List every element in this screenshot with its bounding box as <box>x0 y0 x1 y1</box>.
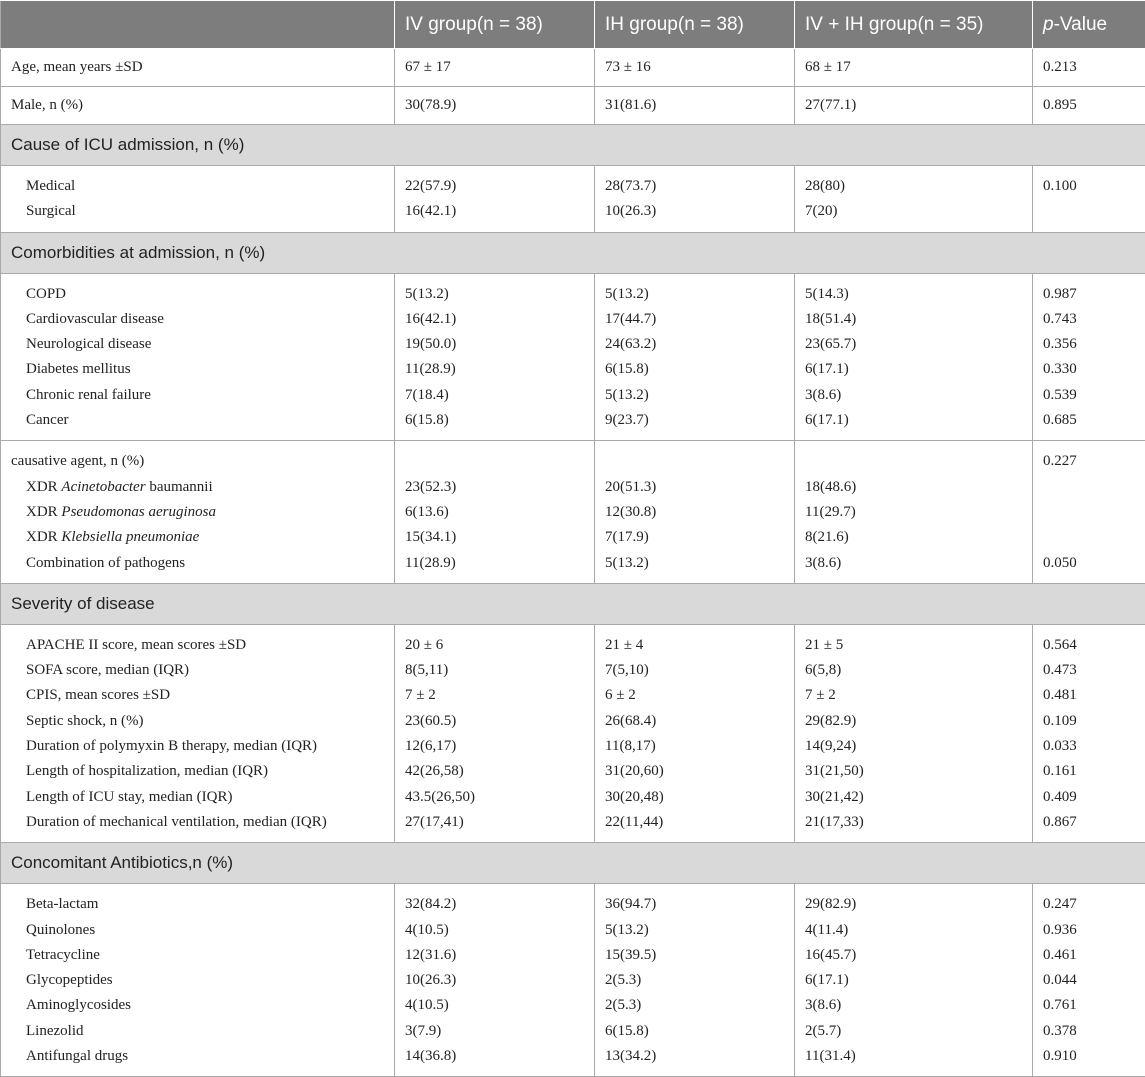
p-value: 0.227 <box>1043 449 1145 474</box>
header-p-value: p-Value <box>1033 1 1145 49</box>
row-label: Medical <box>11 174 394 199</box>
ivih-value: 28(80) <box>805 174 1032 199</box>
p-column <box>1033 441 1145 583</box>
p-value: 0.743 <box>1043 307 1145 332</box>
iv-value: 5(13.2) <box>405 282 594 307</box>
header-row <box>1 1 1145 49</box>
ivih-value: 68 ± 17 <box>795 49 1033 87</box>
ih-value: 73 ± 16 <box>595 49 795 87</box>
cause-group-row <box>1 166 1145 233</box>
ivih-value: 23(65.7) <box>805 332 1032 357</box>
ivih-value: 11(29.7) <box>805 500 1032 525</box>
ih-value: 6(15.8) <box>605 1019 794 1044</box>
iv-value: 12(6,17) <box>405 734 594 759</box>
ivih-value: 7 ± 2 <box>805 683 1032 708</box>
ih-value: 5(13.2) <box>605 282 794 307</box>
ivih-value: 18(51.4) <box>805 307 1032 332</box>
ih-value: 21 ± 4 <box>605 633 794 658</box>
p-value: 0.895 <box>1033 87 1145 125</box>
iv-value: 11(28.9) <box>405 357 594 382</box>
ivih-column <box>795 441 1033 583</box>
antibiotics-group-row <box>1 884 1145 1077</box>
section-header-comorbidities <box>1 232 1145 273</box>
ivih-value: 18(48.6) <box>805 475 1032 500</box>
p-value: 0.213 <box>1033 49 1145 87</box>
ivih-value: 31(21,50) <box>805 759 1032 784</box>
p-column <box>1033 166 1145 233</box>
ih-value: 24(63.2) <box>605 332 794 357</box>
row-label: Combination of pathogens <box>11 551 394 576</box>
iv-value: 11(28.9) <box>405 551 594 576</box>
ih-value: 17(44.7) <box>605 307 794 332</box>
iv-value: 67 ± 17 <box>395 49 595 87</box>
iv-value: 30(78.9) <box>395 87 595 125</box>
p-value: 0.867 <box>1043 810 1145 835</box>
iv-value: 14(36.8) <box>405 1044 594 1069</box>
row-label: Cardiovascular disease <box>11 307 394 332</box>
row-label: APACHE II score, mean scores ±SD <box>11 633 394 658</box>
ivih-column <box>795 884 1033 1077</box>
section-header-cause <box>1 125 1145 166</box>
iv-value: 23(52.3) <box>405 475 594 500</box>
ivih-value: 29(82.9) <box>805 892 1032 917</box>
ivih-value: 7(20) <box>805 199 1032 224</box>
p-value: 0.161 <box>1043 759 1145 784</box>
p-value: 0.481 <box>1043 683 1145 708</box>
row-label: COPD <box>11 282 394 307</box>
header-iv-ih-group: IV + IH group(n = 35) <box>795 1 1033 49</box>
p-value <box>1043 199 1145 224</box>
row-label: XDR Klebsiella pneumoniae <box>11 525 394 550</box>
ih-value: 15(39.5) <box>605 943 794 968</box>
ivih-value: 8(21.6) <box>805 525 1032 550</box>
iv-value: 16(42.1) <box>405 307 594 332</box>
ivih-value: 27(77.1) <box>795 87 1033 125</box>
ivih-value: 16(45.7) <box>805 943 1032 968</box>
iv-value: 15(34.1) <box>405 525 594 550</box>
p-column <box>1033 884 1145 1077</box>
p-value: 0.936 <box>1043 918 1145 943</box>
label-column <box>1 624 395 842</box>
row-label: Cancer <box>11 408 394 433</box>
ih-column <box>595 624 795 842</box>
p-value: 0.409 <box>1043 785 1145 810</box>
p-value: 0.100 <box>1043 174 1145 199</box>
row-label: Chronic renal failure <box>11 383 394 408</box>
section-title: Severity of disease <box>1 583 1145 624</box>
p-column <box>1033 624 1145 842</box>
ih-column <box>595 166 795 233</box>
ih-value: 7(17.9) <box>605 525 794 550</box>
ih-column <box>595 441 795 583</box>
iv-value: 32(84.2) <box>405 892 594 917</box>
iv-column <box>395 166 595 233</box>
ih-value: 5(13.2) <box>605 918 794 943</box>
iv-value: 42(26,58) <box>405 759 594 784</box>
ih-value: 22(11,44) <box>605 810 794 835</box>
row-label: Surgical <box>11 199 394 224</box>
ivih-value: 29(82.9) <box>805 709 1032 734</box>
p-value: 0.044 <box>1043 968 1145 993</box>
iv-value: 4(10.5) <box>405 993 594 1018</box>
ivih-value: 30(21,42) <box>805 785 1032 810</box>
ih-value: 9(23.7) <box>605 408 794 433</box>
ih-value: 5(13.2) <box>605 383 794 408</box>
ivih-value: 6(17.1) <box>805 408 1032 433</box>
row-label: Tetracycline <box>11 943 394 968</box>
p-value: 0.050 <box>1043 551 1145 576</box>
p-value <box>1043 525 1145 550</box>
row-label: Duration of mechanical ventilation, median (IQR) <box>11 810 394 835</box>
iv-value: 43.5(26,50) <box>405 785 594 810</box>
ih-value: 10(26.3) <box>605 199 794 224</box>
p-value: 0.761 <box>1043 993 1145 1018</box>
row-label: Diabetes mellitus <box>11 357 394 382</box>
ih-value: 6(15.8) <box>605 357 794 382</box>
ivih-column <box>795 273 1033 441</box>
ivih-value: 5(14.3) <box>805 282 1032 307</box>
ih-value: 11(8,17) <box>605 734 794 759</box>
ivih-value: 11(31.4) <box>805 1044 1032 1069</box>
group-title: causative agent, n (%) <box>11 449 394 474</box>
section-header-antibiotics <box>1 843 1145 884</box>
p-value: 0.987 <box>1043 282 1145 307</box>
iv-value: 6(15.8) <box>405 408 594 433</box>
row-label: XDR Pseudomonas aeruginosa <box>11 500 394 525</box>
p-value <box>1043 475 1145 500</box>
ivih-value: 4(11.4) <box>805 918 1032 943</box>
row-label: Length of hospitalization, median (IQR) <box>11 759 394 784</box>
ivih-value: 14(9,24) <box>805 734 1032 759</box>
ih-column <box>595 273 795 441</box>
iv-value: 23(60.5) <box>405 709 594 734</box>
row-label: Linezolid <box>11 1019 394 1044</box>
ivih-value: 6(17.1) <box>805 968 1032 993</box>
ih-value: 2(5.3) <box>605 968 794 993</box>
iv-value: 22(57.9) <box>405 174 594 199</box>
row-label: Aminoglycosides <box>11 993 394 1018</box>
p-value <box>1043 500 1145 525</box>
p-value: 0.564 <box>1043 633 1145 658</box>
ivih-column <box>795 166 1033 233</box>
ivih-value: 3(8.6) <box>805 383 1032 408</box>
age-row <box>1 49 1145 87</box>
row-label: XDR Acinetobacter baumannii <box>11 475 394 500</box>
iv-value: 16(42.1) <box>405 199 594 224</box>
ih-value: 28(73.7) <box>605 174 794 199</box>
row-label: Glycopeptides <box>11 968 394 993</box>
iv-value: 3(7.9) <box>405 1019 594 1044</box>
row-label: SOFA score, median (IQR) <box>11 658 394 683</box>
row-label: Male, n (%) <box>1 87 395 125</box>
p-value: 0.247 <box>1043 892 1145 917</box>
ih-column <box>595 884 795 1077</box>
label-column <box>1 273 395 441</box>
header-variable <box>1 1 395 49</box>
section-title: Comorbidities at admission, n (%) <box>1 232 1145 273</box>
iv-value: 6(13.6) <box>405 500 594 525</box>
ih-value: 7(5,10) <box>605 658 794 683</box>
row-label: Age, mean years ±SD <box>1 49 395 87</box>
ivih-value: 3(8.6) <box>805 551 1032 576</box>
p-value: 0.461 <box>1043 943 1145 968</box>
iv-value: 4(10.5) <box>405 918 594 943</box>
ivih-column <box>795 624 1033 842</box>
row-label: Neurological disease <box>11 332 394 357</box>
p-value: 0.378 <box>1043 1019 1145 1044</box>
iv-value: 12(31.6) <box>405 943 594 968</box>
label-column <box>1 884 395 1077</box>
iv-value: 7 ± 2 <box>405 683 594 708</box>
p-value: 0.539 <box>1043 383 1145 408</box>
iv-column <box>395 273 595 441</box>
p-value: 0.330 <box>1043 357 1145 382</box>
p-value: 0.033 <box>1043 734 1145 759</box>
iv-value: 10(26.3) <box>405 968 594 993</box>
ih-value: 31(20,60) <box>605 759 794 784</box>
row-label: Quinolones <box>11 918 394 943</box>
ih-value: 31(81.6) <box>595 87 795 125</box>
iv-value: 20 ± 6 <box>405 633 594 658</box>
ih-value: 26(68.4) <box>605 709 794 734</box>
ih-value: 2(5.3) <box>605 993 794 1018</box>
row-label: Duration of polymyxin B therapy, median (IQR) <box>11 734 394 759</box>
section-header-severity <box>1 583 1145 624</box>
row-label: Length of ICU stay, median (IQR) <box>11 785 394 810</box>
p-value: 0.910 <box>1043 1044 1145 1069</box>
ih-value: 20(51.3) <box>605 475 794 500</box>
iv-value: 27(17,41) <box>405 810 594 835</box>
row-label: CPIS, mean scores ±SD <box>11 683 394 708</box>
comorbidities-group-row <box>1 273 1145 441</box>
header-ih-group: IH group(n = 38) <box>595 1 795 49</box>
p-value: 0.109 <box>1043 709 1145 734</box>
p-value: 0.473 <box>1043 658 1145 683</box>
label-column <box>1 441 395 583</box>
ih-value: 12(30.8) <box>605 500 794 525</box>
ih-value: 30(20,48) <box>605 785 794 810</box>
male-row <box>1 87 1145 125</box>
iv-value: 8(5,11) <box>405 658 594 683</box>
ivih-value: 6(5,8) <box>805 658 1032 683</box>
row-label: Septic shock, n (%) <box>11 709 394 734</box>
ivih-value: 21 ± 5 <box>805 633 1032 658</box>
p-value: 0.356 <box>1043 332 1145 357</box>
section-title: Concomitant Antibiotics,n (%) <box>1 843 1145 884</box>
ivih-value: 3(8.6) <box>805 993 1032 1018</box>
ivih-value: 2(5.7) <box>805 1019 1032 1044</box>
row-label: Beta-lactam <box>11 892 394 917</box>
iv-column <box>395 624 595 842</box>
severity-group-row <box>1 624 1145 842</box>
iv-value: 7(18.4) <box>405 383 594 408</box>
ih-value: 13(34.2) <box>605 1044 794 1069</box>
ih-value: 6 ± 2 <box>605 683 794 708</box>
label-column <box>1 166 395 233</box>
ih-value: 5(13.2) <box>605 551 794 576</box>
p-value: 0.685 <box>1043 408 1145 433</box>
causative-agent-group-row <box>1 441 1145 583</box>
header-iv-group: IV group(n = 38) <box>395 1 595 49</box>
ivih-value: 21(17,33) <box>805 810 1032 835</box>
ih-value: 36(94.7) <box>605 892 794 917</box>
section-title: Cause of ICU admission, n (%) <box>1 125 1145 166</box>
p-column <box>1033 273 1145 441</box>
iv-value: 19(50.0) <box>405 332 594 357</box>
row-label: Antifungal drugs <box>11 1044 394 1069</box>
ivih-value: 6(17.1) <box>805 357 1032 382</box>
iv-column <box>395 441 595 583</box>
iv-column <box>395 884 595 1077</box>
